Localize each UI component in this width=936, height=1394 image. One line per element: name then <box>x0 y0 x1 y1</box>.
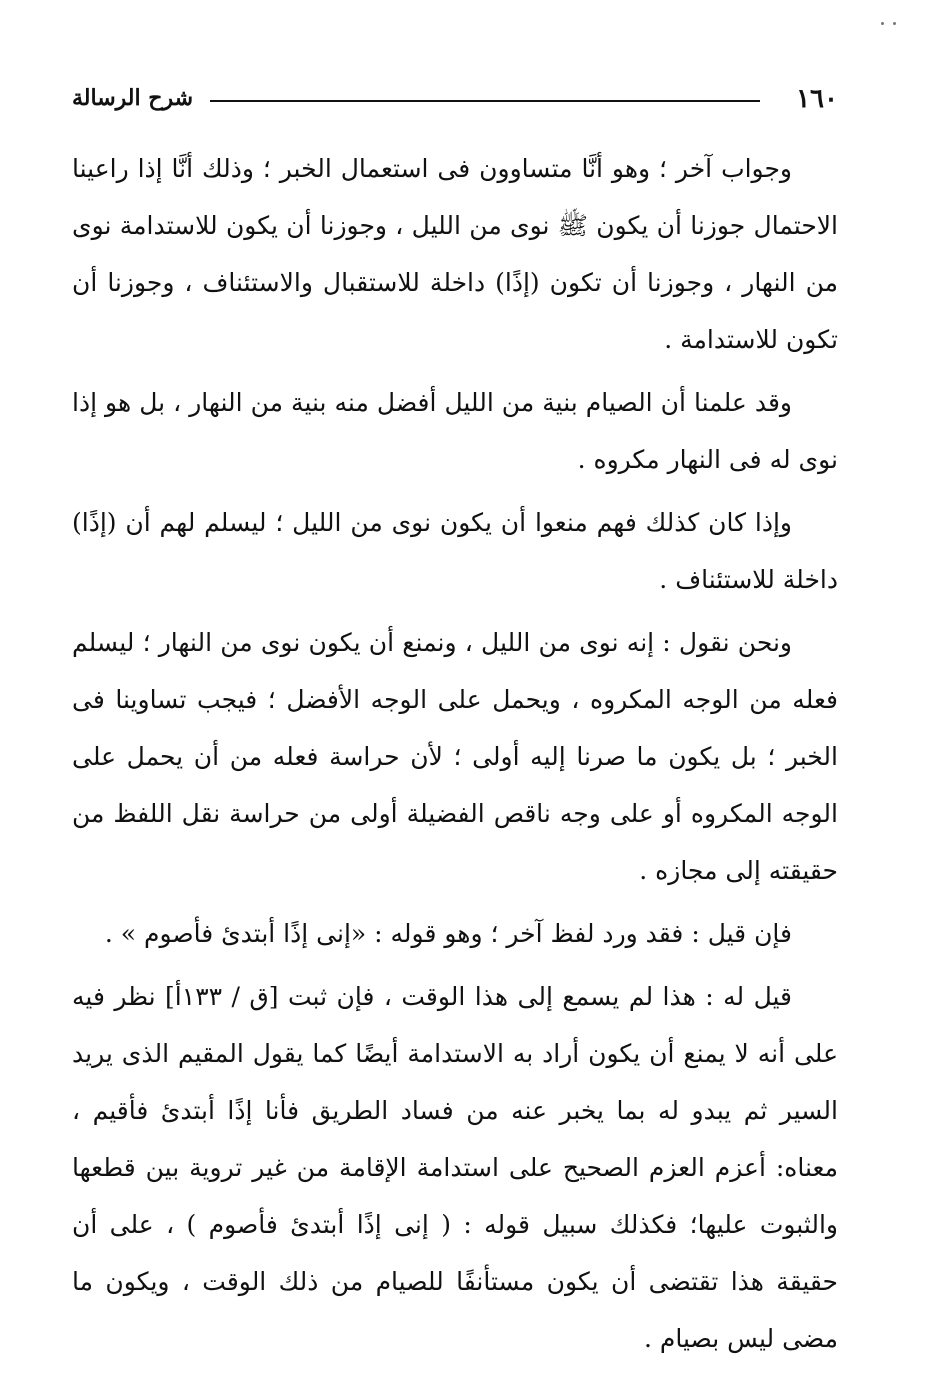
paragraph-1: وجواب آخر ؛ وهو أنَّا متساوون فى استعمال الخبر ؛ وذلك أنَّا إذا راعينا الاحتمال جوزنا أن يكون ﷺ نوى من الليل ، وجوزنا أن يكون للاستدامة نوى من النهار ، وجوزنا أن تكون (إذًا) داخلة للاستقبال والاستئناف ، وجوزنا أن تكون للاستدامة . <box>72 154 838 354</box>
paragraph-5: فإن قيل : فقد ورد لفظ آخر ؛ وهو قوله : «إنى إذًا أبتدئ فأصوم » . <box>104 919 792 948</box>
running-title: شرح الرسالة <box>72 85 194 111</box>
paragraph-3: وإذا كان كذلك فهم منعوا أن يكون نوى من الليل ؛ ليسلم لهم أن (إذًا) داخلة للاستئناف . <box>72 508 838 594</box>
paragraph-4: ونحن نقول : إنه نوى من الليل ، ونمنع أن يكون نوى من النهار ؛ ليسلم فعله من الوجه المكروه ، ويحمل على الوجه الأفضل ؛ فيجب تساوينا فى الخبر ؛ بل يكون ما صرنا إليه أولى ؛ لأن حراسة فعله من أن يحمل على الوجه المكروه أو على وجه ناقص الفضيلة أولى من حراسة نقل اللفظ من حقيقته إلى مجازه . <box>72 628 838 885</box>
scan-speck <box>893 22 896 25</box>
page-header <box>72 78 838 118</box>
scan-speck <box>881 22 884 25</box>
header-rule <box>210 100 760 102</box>
page-number: ١٦٠ <box>796 84 838 114</box>
paragraph-2: وقد علمنا أن الصيام بنية من الليل أفضل منه بنية من النهار ، بل هو إذا نوى له فى النهار مكروه . <box>72 388 838 474</box>
paragraph-6: قيل له : هذا لم يسمع إلى هذا الوقت ، فإن ثبت [ق / ١٣٣أ] نظر فيه على أنه لا يمنع أن يكون أراد به الاستدامة أيضًا كما يقول المقيم الذى يريد السير ثم يبدو له بما يخبر عنه من فساد الطريق فأنا إذًا أبتدئ فأقيم ، معناه: أعزم العزم الصحيح على استدامة الإقامة من غير تروية بين قطعها والثبوت عليها؛ فكذلك سبيل قوله : ( إنى إذًا أبتدئ فأصوم ) ، على أن حقيقة هذا تقتضى أن يكون مستأنفًا للصيام من ذلك الوقت ، ويكون ما مضى ليس بصيام . <box>72 982 838 1353</box>
page-body <box>72 140 838 1373</box>
